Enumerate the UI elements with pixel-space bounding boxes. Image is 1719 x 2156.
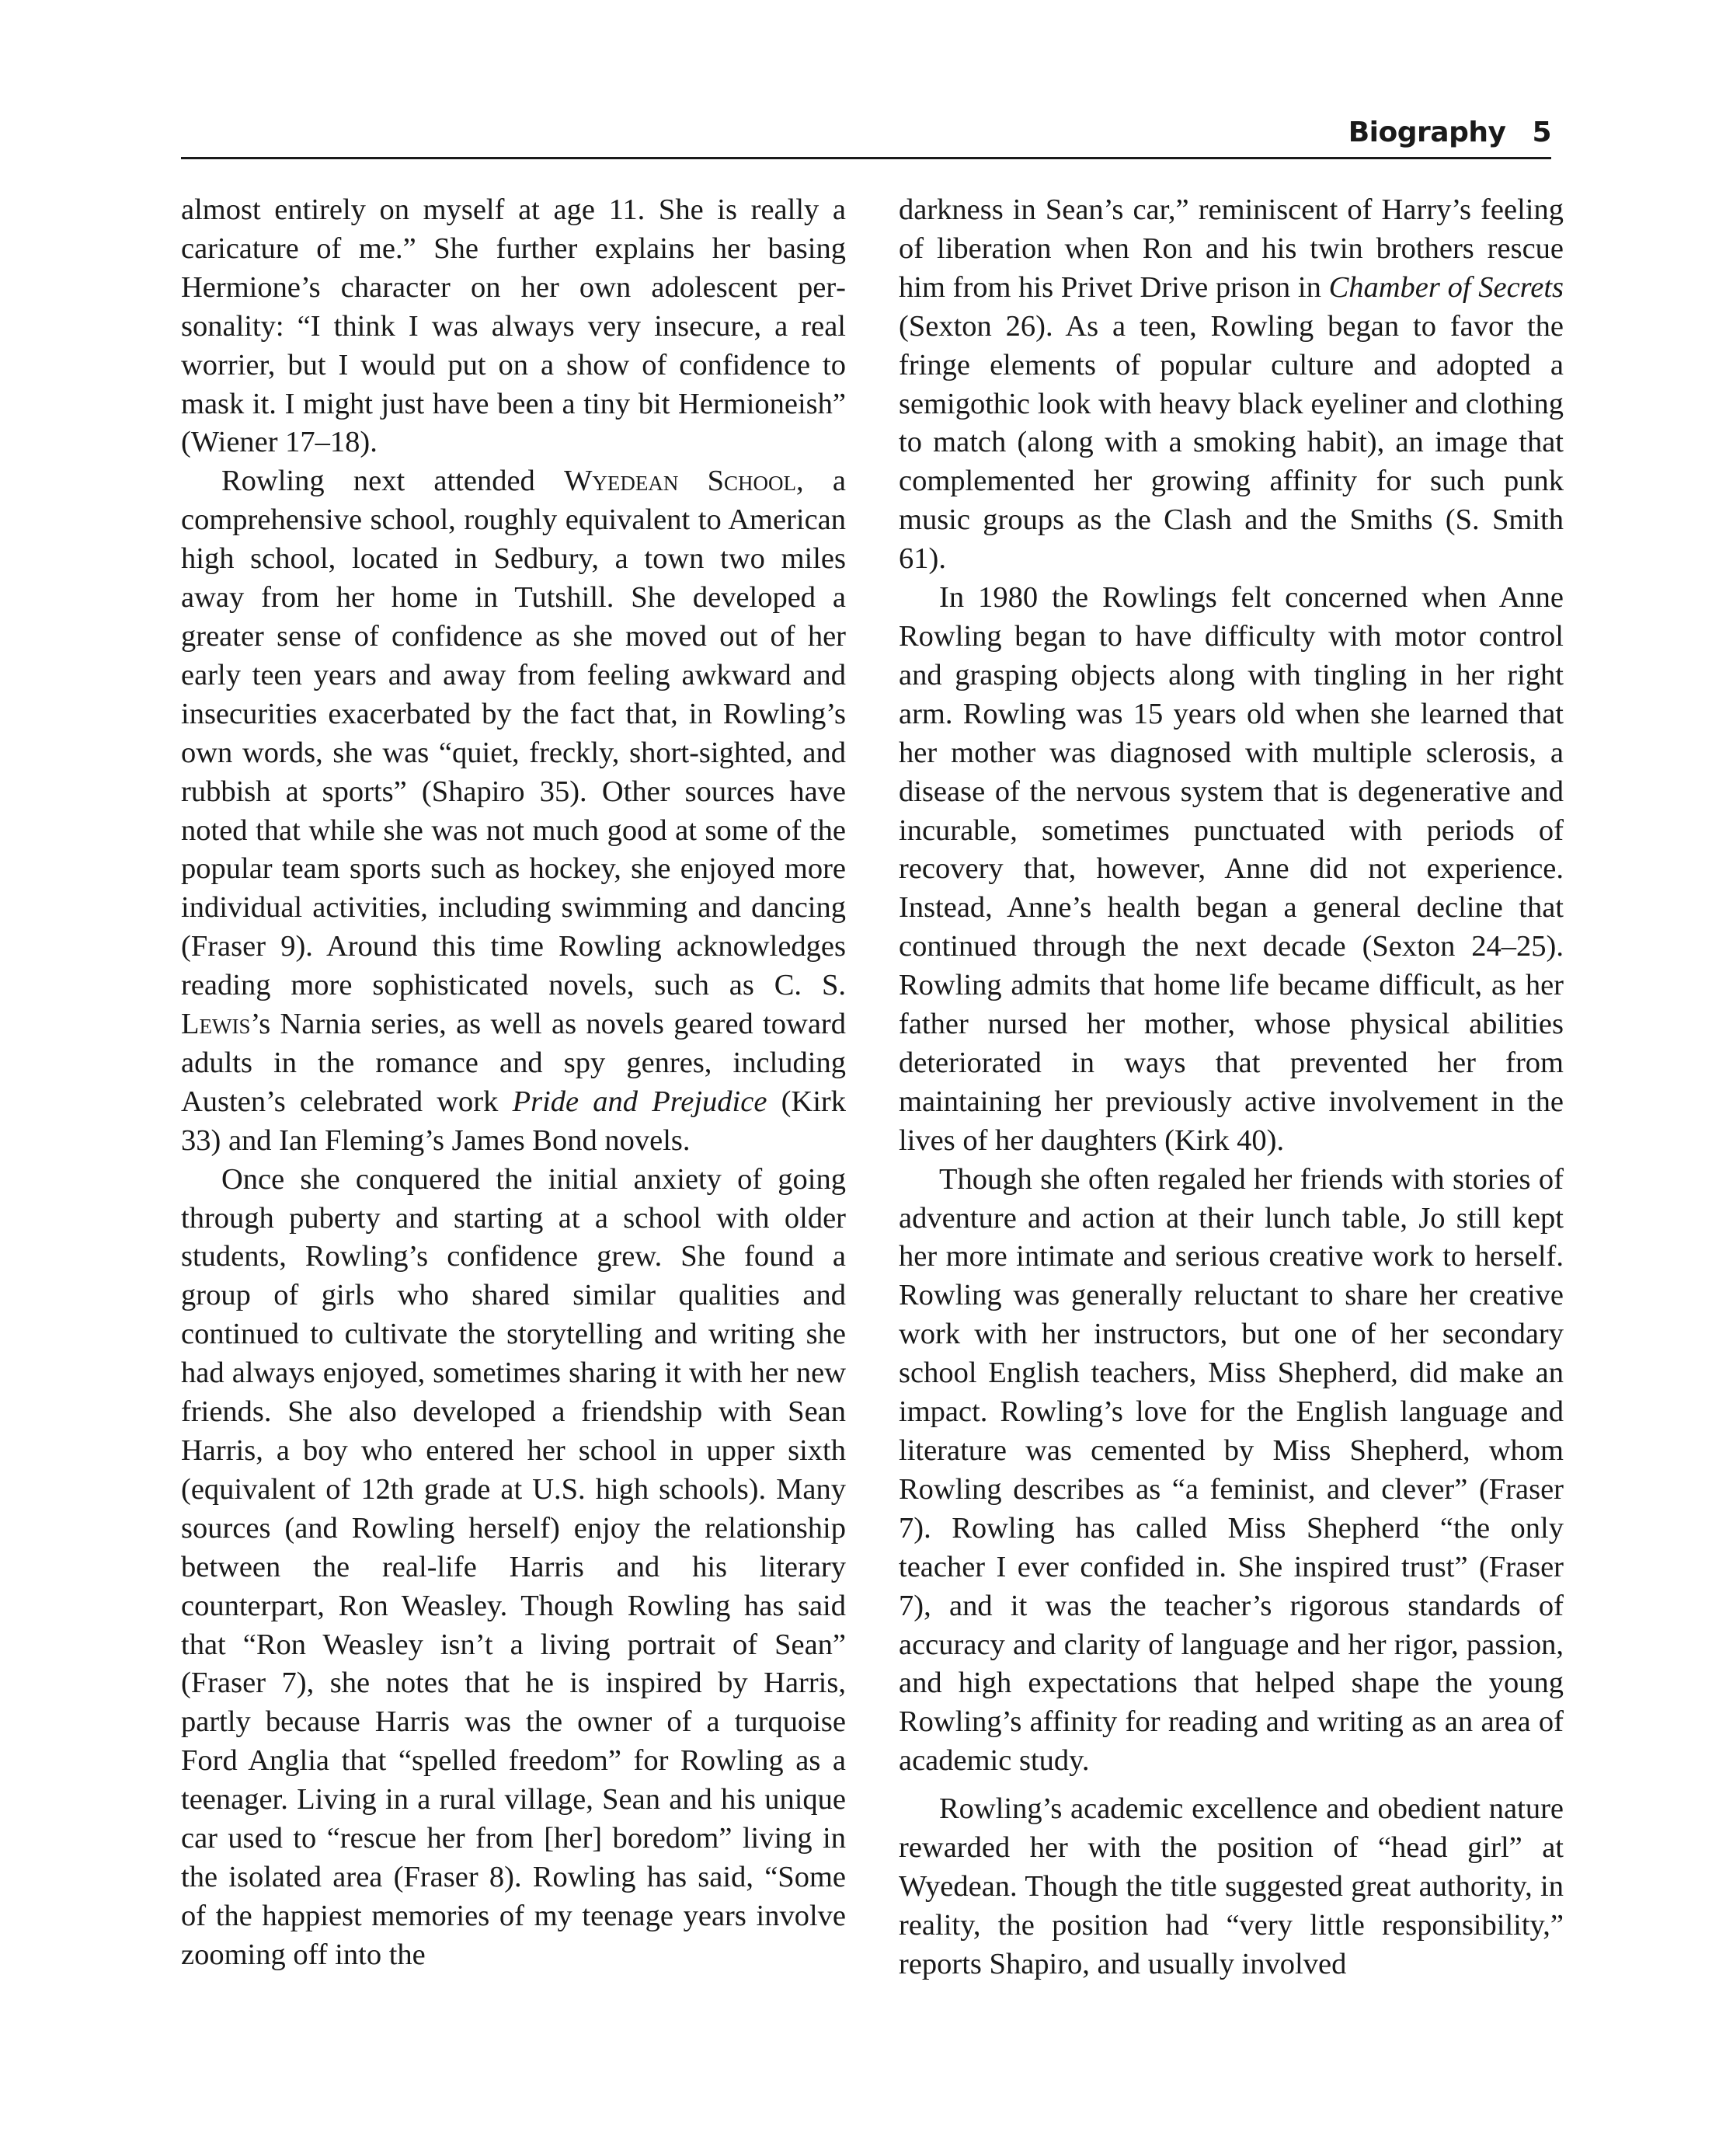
paragraph-wyedean [181,462,846,1160]
paragraph-text: Though she often regaled her friends with stories of adventure and action at their lunch table, Jo still kept her more intimate and serious creative work to herself. Rowling was generally reluctant to share her creative work with her instructors, but one of her secondary school English teachers, Miss Shepherd, did make an impact. Rowling’s love for the English language and literature was cemented by Miss Shepherd, whom Rowling describes as “a feminist, and clever” (Fraser 7). Rowling has called Miss Shepherd “the only teacher I ever confided in. She inspired trust” (Fraser 7), and it was the teacher’s rigorous standards of accuracy and clarity of language and her rigor, passion, and high expectations that helped shape the young Rowling’s affinity for reading and writing as an area of academic study. [899,1162,1564,1778]
text-run: Rowling next attended [221,465,565,498]
left-column [181,191,846,1975]
text-run: (Sexton 26). As a teen, Rowling began to favor the fringe elements of popular culture and adopted a semigothic look with heavy black eyeliner and clothing to match (along with a smoking habit), an image that complemented her growing affinity for such punk music groups as the Clash and the Smiths (S. Smith 61). [899,309,1564,576]
paragraph-text: Once she conquered the initial anxiety of going through puberty and starting at a school with older students, Rowling’s confidence grew. She found a group of girls who shared similar qualities and continued to cultivate the storytelling and writing she had always enjoyed, sometimes sharing it with her new friends. She also developed a friendship with Sean Harris, a boy who entered her school in upper sixth (equivalent of 12th grade at U.S. high schools). Many sources (and Rowling herself) enjoy the relationship between the real-life Harris and his literary counterpart, Ron Weasley. Though Rowling has said that “Ron Weasley isn’t a living portrait of Sean” (Fraser 7), she notes that he is inspired by Harris, partly because Harris was the owner of a turquoise Ford Anglia that “spelled freedom” for Rowling as a teenager. Living in a rural village, Sean and his unique car used to “rescue her from [her] boredom” living in the isolated area (Fraser 8). Rowling has said, “Some of the happiest memories of my teenage years involve zooming off into the [181,1162,846,1971]
right-column [899,191,1564,1984]
paragraph-text: Rowling’s academic excellence and obedient nature rewarded her with the position of “head girl” at Wyedean. Though the title suggested great authority, in reality, the position had “very little responsibility,” reports Shapiro, and usually involved [899,1792,1564,1980]
section-title: Biography [1348,117,1506,148]
text-run: darkness in Sean’s car,” reminiscent of Harry’s feeling of liberation when Ron and his twin brothers rescue him from his Privet Drive prison in [899,193,1564,304]
paragraph-miss-shepherd [899,1161,1564,1782]
paragraph-continued [181,191,846,462]
author-lewis: Lewis [181,1008,251,1041]
paragraph-text: In 1980 the Rowlings felt concerned when Anne Rowling began to have difficulty with motor control and grasping objects along with tingling in her right arm. Rowling was 15 years old when she learned that her mother was diagnosed with multiple sclerosis, a disease of the nervous system that is degenerative and incurable, sometimes punctuated with periods of recovery that, however, Anne did not experience. Instead, Anne’s health began a general decline that continued through the next decade (Sexton 24–25). Rowling admits that home life became difficult, as her father nursed her mother, whose physical abilities deteriorated in ways that prevented her from maintaining her previously active involvement in the lives of her daughters (Kirk 40). [899,581,1564,1157]
text-run: (Kirk 33) and Ian Fleming’s James Bond novels. [181,1085,847,1157]
paragraph-continued [899,191,1564,579]
paragraph-head-girl [899,1790,1564,1984]
school-name: Wyedean School [564,465,797,498]
paragraph-sean-harris [181,1161,846,1975]
paragraph-mother-illness [899,579,1564,1161]
text-run: ’s Narnia series, as well as novels geared toward adults in the romance and spy genres, including Austen’s celebrated work [181,1008,846,1118]
running-head [181,109,1551,159]
page-number: 5 [1532,117,1551,148]
book-title: Pride and Prejudice [512,1085,767,1118]
text-run: , a comprehensive school, roughly equivalent to American high school, located in Sedbury, a town two miles away from her home in Tutshill. She developed a greater sense of confidence as she moved out of her early teen years and away from feeling awkward and insecurities exacerbated by the fact that, in Rowling’s own words, she was “quiet, freckly, short-sighted, and rubbish at sports” (Shapiro 35). Other sources have noted that while she was not much good at some of the popular team sports such as hockey, she enjoyed more individual activities, including swimming and dancing (Fraser 9). Around this time Rowling acknowledges reading more sophisticated novels, such as C. S. [181,465,847,1002]
book-title: Chamber of Secrets [1328,270,1564,304]
paragraph-text: almost entirely on myself at age 11. She is really a caricature of me.” She further explains her basing Hermione’s character on her own adolescent personality: “I think I was always very insecure, a real worrier, but I would put on a show of confidence to mask it. I might just have been a tiny bit Hermioneish” (Wiener 17–18). [181,193,846,459]
